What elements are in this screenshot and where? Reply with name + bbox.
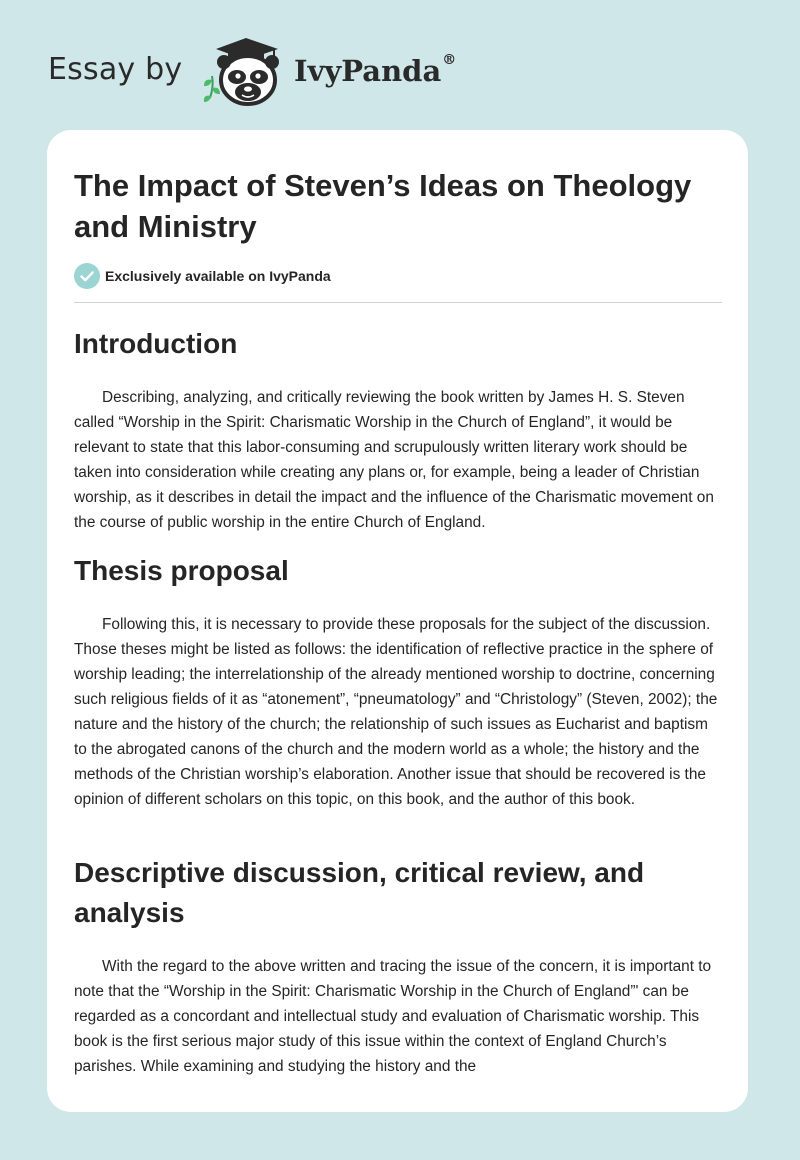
check-circle-icon [74, 263, 100, 289]
section-paragraph-thesis-proposal: Following this, it is necessary to provide these proposals for the subject of the discussion. Those theses might be listed as follows: the identification of reflective practice in the sphere of worship leading; the interrelationship of the already mentioned worship to doctrine, concerning such religious fields of it as “atonement”, “pneumatology” and “Christology” (Steven, 2002); the nature and the history of the church; the relationship of such issues as Eucharist and baptism to the abrogated canons of the church and the modern world as a whole; the history and the methods of the Christian worship’s elaboration. Another issue that should be recovered is the opinion of different scholars on this topic, on this book, and the author of this book. [74, 616, 718, 808]
section-heading-discussion: Descriptive discussion, critical review, and analysis [74, 857, 645, 928]
section-paragraph-discussion: With the regard to the above written and tracing the issue of the concern, it is important to note that the “Worship in the Spirit: Charismatic Worship in the Church of England”' can be regarded as a concordant and intellectual study and evaluation of Charismatic worship. This book is the first serious major study of this issue within the context of England Church’s parishes. While examining and studying the history and the [74, 958, 712, 1075]
page-title: The Impact of Steven’s Ideas on Theology and Ministry [74, 168, 692, 244]
brand-name: IvyPanda® [294, 52, 457, 88]
essay-card [47, 130, 748, 1112]
brand-header [48, 36, 468, 110]
panda-graduate-icon [202, 36, 288, 110]
badge-label: Exclusively available on IvyPanda [105, 268, 331, 284]
registered-mark: ® [442, 52, 457, 68]
section-heading-thesis-proposal: Thesis proposal [74, 555, 289, 586]
brand-prefix: Essay by [48, 52, 183, 87]
section-heading-introduction: Introduction [74, 328, 238, 359]
section-paragraph-introduction: Describing, analyzing, and critically reviewing the book written by James H. S. Steven called “Worship in the Spirit: Charismatic Worship in the Church of England”, it would be relevant to state that this labor-consuming and scrupulously written literary work should be taken into consideration while creating any plans or, for example, being a leader of Christian worship, as it describes in detail the impact and the influence of the Charismatic movement on the course of public worship in the entire Church of England. [74, 389, 714, 531]
divider [74, 302, 722, 303]
